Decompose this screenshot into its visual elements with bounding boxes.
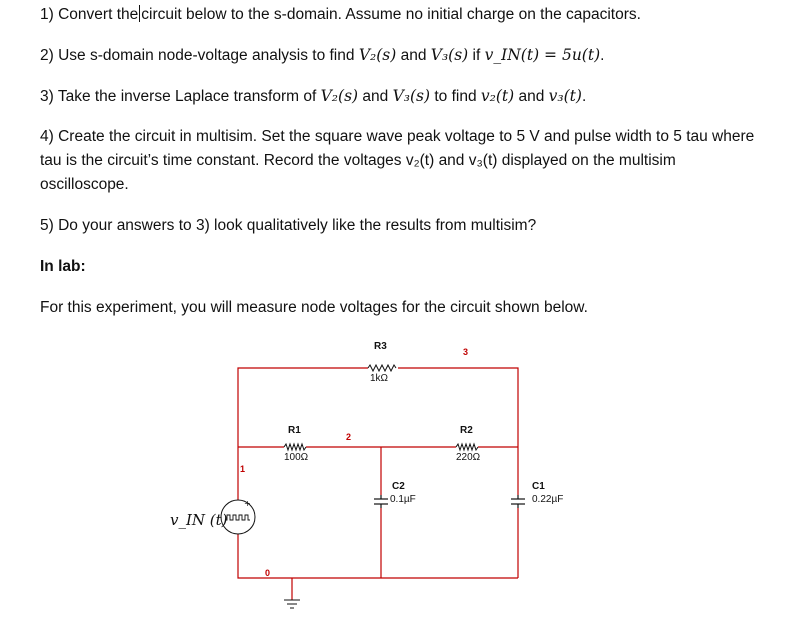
question-3-text-d: and [514,88,549,105]
question-3-math-v2s: V₂(s) [320,87,359,105]
svg-text:+: + [244,499,251,508]
question-5-text: Do your answers to 3) look qualitatively like the results from multisim? [58,217,537,234]
r2-value-label: 220Ω [456,452,481,463]
question-2-text-c: if [468,47,485,64]
r1-name-label: R1 [288,425,301,436]
c2-name-label: C2 [392,481,405,492]
question-3-number: 3) [40,88,54,105]
question-3-math-v3s: V₃(s) [392,87,431,105]
node-3-label: 3 [463,347,469,357]
question-3-text-c: to find [430,88,481,105]
node-0-label: 0 [265,568,271,578]
r1-value-label: 100Ω [284,452,309,463]
c1-value-label: 0.22µF [532,494,564,505]
c2-value-label: 0.1µF [390,494,416,505]
node-1-label: 1 [240,464,246,474]
r3-name-label: R3 [374,341,387,352]
question-4-text: Create the circuit in multisim. Set the square wave peak voltage to 5 V and pulse width to 5 tau where tau is the circuit’s time constant. Record the voltages v₂(t) and v₃(t) displayed on the multisim oscilloscope. [40,128,755,193]
question-2-number: 2) [40,47,54,64]
r1-resistor-symbol [284,444,306,450]
r3-value-label: 1kΩ [370,373,389,384]
c1-capacitor-symbol [511,495,525,508]
question-3-math-v2t: v₂(t) [480,87,515,105]
question-4-number: 4) [40,128,54,145]
question-2-math-vin: v_IN(t) = 5u(t) [484,46,601,64]
in-lab-heading: In lab: [40,258,86,275]
r2-name-label: R2 [460,425,473,436]
question-2-text-d: . [600,47,605,64]
question-1-text-end: circuit below to the s-domain. Assume no initial charge on the capacitors. [141,6,641,23]
wire-r3-to-node3-c1 [398,368,518,495]
wire-bottom-rail [238,534,518,578]
vin-source-label: v_IN (t) [170,511,228,529]
question-2-text-a: Use s-domain node-voltage analysis to find [58,47,359,64]
r2-resistor-symbol [456,444,478,450]
question-3-text-e: . [581,88,587,105]
ground-icon [284,600,300,608]
node-2-label: 2 [346,432,352,442]
question-3-text-b: and [358,88,393,105]
question-5-number: 5) [40,217,54,234]
question-2-math-v2s: V₂(s) [358,46,397,64]
question-2-text-b: and [396,47,431,64]
c1-name-label: C1 [532,481,545,492]
question-1-text-start: Convert the [58,6,139,23]
experiment-text: For this experiment, you will measure node voltages for the circuit shown below. [40,299,588,316]
question-3-math-v3t: v₃(t) [548,87,582,105]
circuit-wires [238,368,518,600]
question-3-text-a: Take the inverse Laplace transform of [57,88,321,105]
question-1-number: 1) [40,6,54,23]
question-2-math-v3s: V₃(s) [430,46,469,64]
c2-capacitor-symbol [374,495,388,508]
r3-resistor-symbol [368,365,396,371]
